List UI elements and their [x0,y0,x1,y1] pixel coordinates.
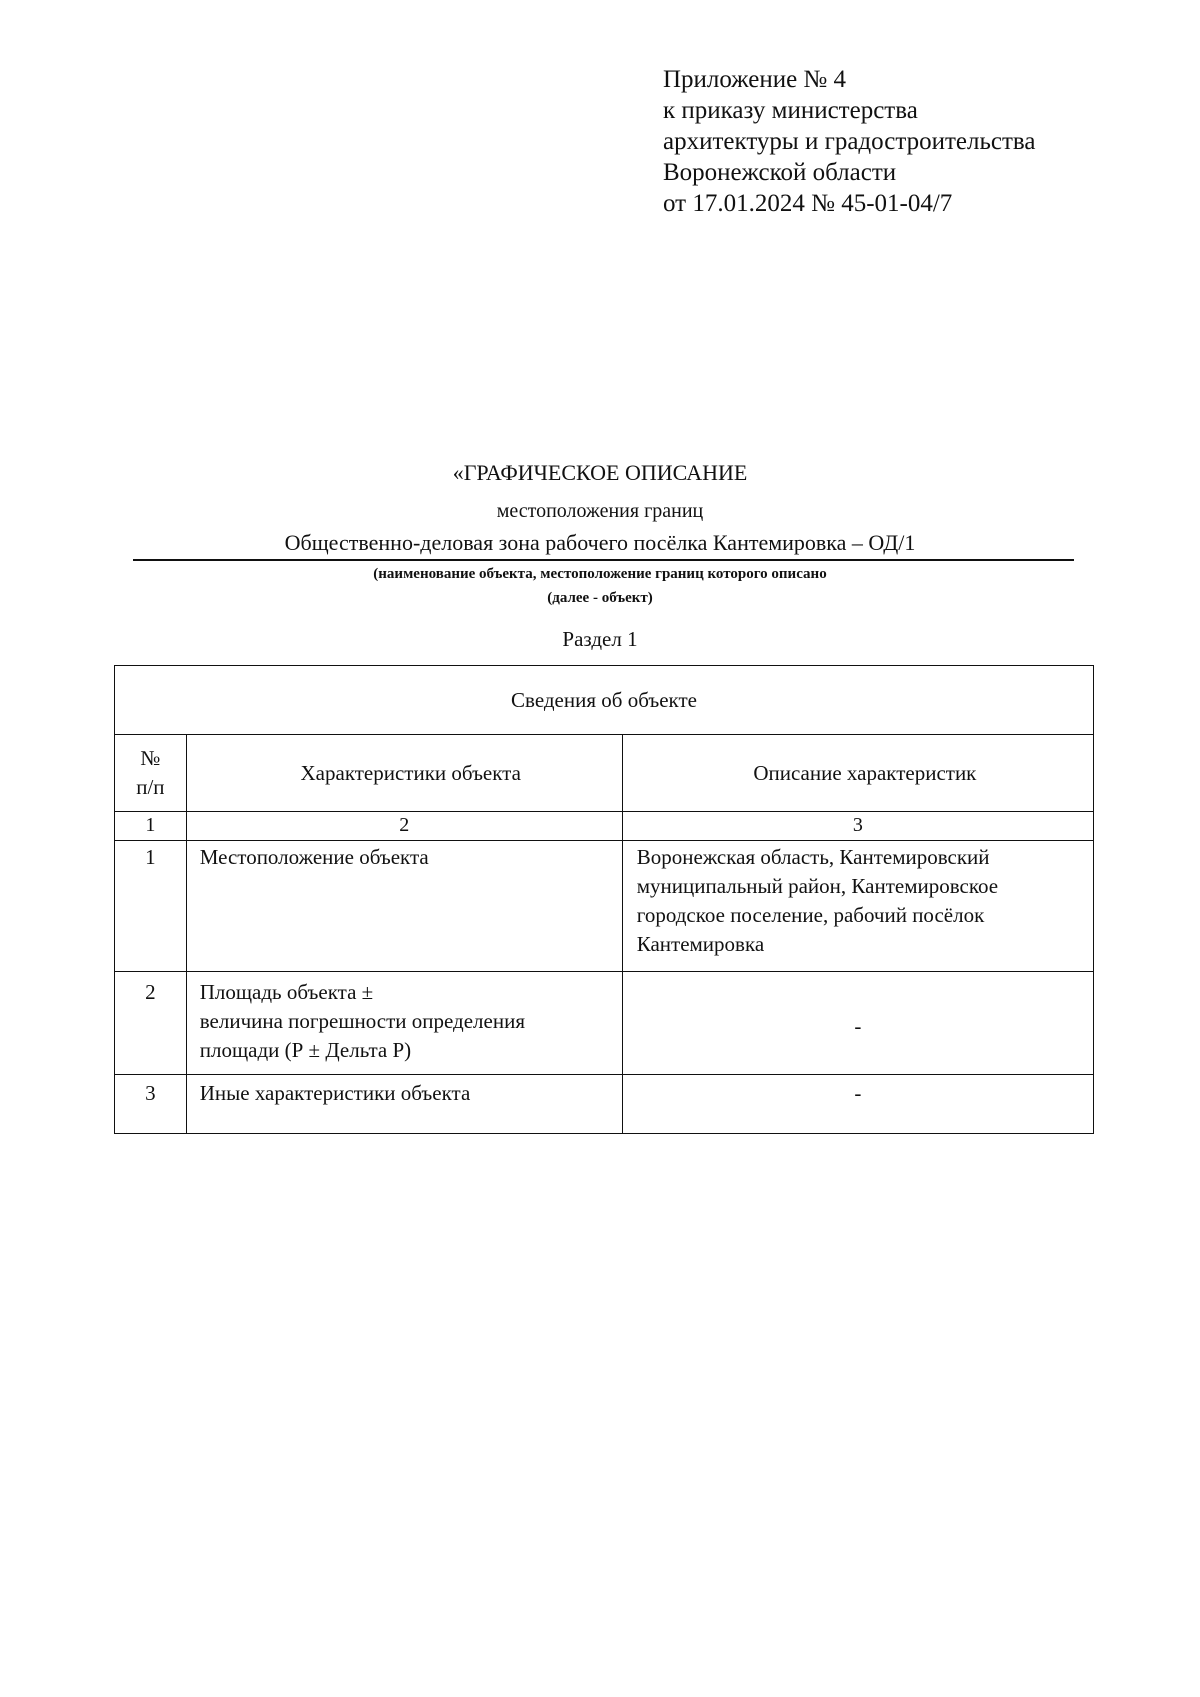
table-caption: Сведения об объекте [115,666,1094,735]
table-row [115,972,1094,1075]
characteristic-line: Местоположение объекта [199,845,429,869]
description-line: Воронежская область, Кантемировский [636,845,990,869]
object-name: Общественно-деловая зона рабочего посёлка Кантемировка – ОД/1 [284,530,916,555]
row-characteristic [186,972,622,1075]
row-num: 1 [115,841,187,972]
document-title: «ГРАФИЧЕСКОЕ ОПИСАНИЕ [452,460,748,485]
characteristic-line: площади (Р ± Дельта Р) [199,1038,412,1062]
table-row [115,841,1094,972]
description-line: - [854,1013,862,1038]
column-number: 3 [622,812,1093,841]
row-characteristic [186,1075,622,1134]
appendix-line: от 17.01.2024 № 45-01-04/7 [663,190,953,217]
description-line: Кантемировка [636,932,765,956]
row-num: 3 [115,1075,187,1134]
header-characteristic: Характеристики объекта [186,735,622,812]
appendix-line: архитектуры и градостроительства [663,128,1036,155]
header-num [115,735,187,812]
characteristic-line: Площадь объекта ± [199,980,374,1004]
object-name-note-cont: (далее - объект) [547,590,653,606]
object-name-note: (наименование объекта, местоположение границ которого описано [373,566,827,582]
description-line: муниципальный район, Кантемировское [636,874,999,898]
column-number-row [115,812,1094,841]
column-number: 2 [186,812,622,841]
document-subtitle: местоположения границ [496,500,704,522]
appendix-header [663,64,1035,219]
column-number: 1 [115,812,187,841]
appendix-line: Воронежской области [663,159,897,186]
header-description: Описание характеристик [622,735,1093,812]
row-description [622,1075,1093,1134]
row-num: 2 [115,972,187,1075]
object-name-underline [133,559,1074,561]
characteristic-line: Иные характеристики объекта [199,1081,471,1105]
row-characteristic [186,841,622,972]
appendix-line: Приложение № 4 [663,66,847,93]
header-num-abbrev: п/п [136,775,165,799]
description-line: городское поселение, рабочий посёлок [636,903,985,927]
section-heading: Раздел 1 [562,627,638,651]
appendix-line: к приказу министерства [663,97,918,124]
header-num-symbol: № [140,746,161,770]
description-line: - [854,1081,862,1105]
row-description [622,841,1093,972]
table-row [115,1075,1094,1134]
table-header-row [115,735,1094,812]
row-description [622,972,1093,1075]
characteristic-line: величина погрешности определения [199,1009,525,1033]
object-info-table [114,665,1094,1134]
